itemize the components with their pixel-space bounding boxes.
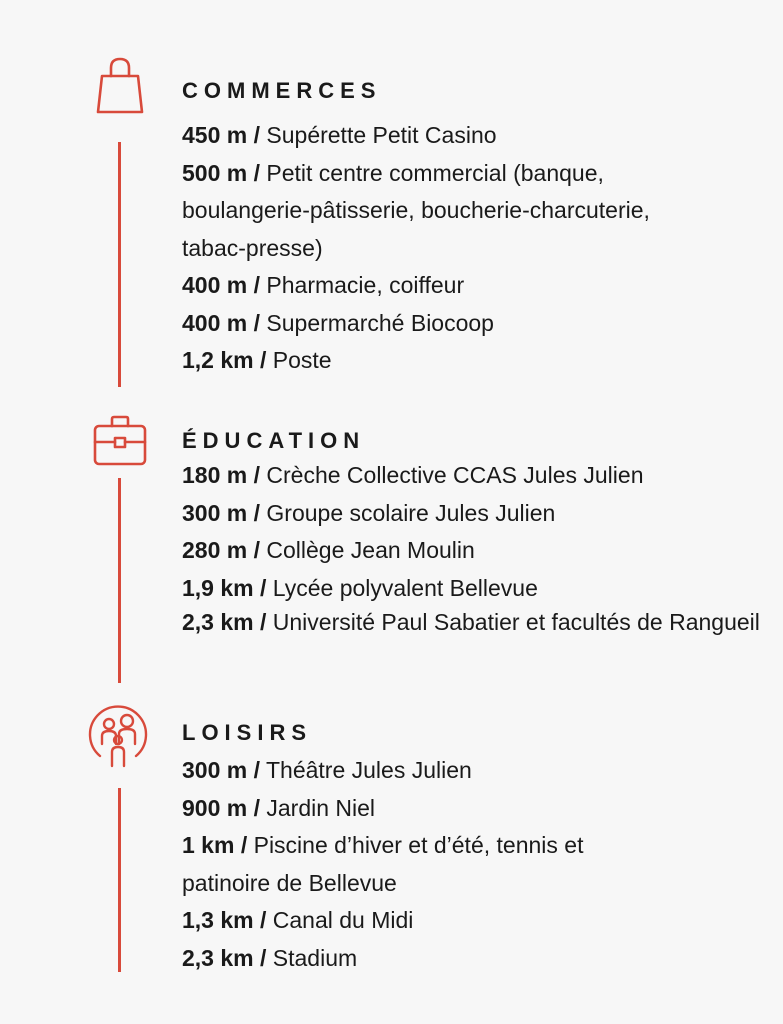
item-label: Supermarché Biocoop — [266, 309, 494, 336]
timeline-line — [118, 788, 121, 972]
item-label: Petit centre commercial (banque, boulangerie-pâtisserie, boucherie-charcuterie, tabac-presse) — [182, 159, 650, 261]
list-item — [182, 607, 772, 636]
item-distance: 500 m / — [182, 159, 260, 186]
list-item — [182, 495, 772, 533]
timeline-line — [118, 478, 121, 683]
item-distance: 1,2 km / — [182, 347, 267, 373]
list-item — [182, 570, 772, 608]
item-label: Stadium — [272, 944, 358, 971]
item-label: Lycée polyvalent Bellevue — [272, 574, 538, 601]
item-distance: 1 km / — [182, 832, 248, 858]
timeline-line — [118, 142, 121, 387]
section-title: COMMERCES — [182, 78, 382, 103]
section-title: ÉDUCATION — [182, 428, 366, 453]
item-distance: 400 m / — [182, 272, 260, 298]
item-distance: 280 m / — [182, 537, 260, 563]
item-label: Crèche Collective CCAS Jules Julien — [266, 462, 644, 488]
list-item — [182, 342, 772, 380]
item-distance: 2,3 km / — [182, 944, 267, 971]
item-list — [182, 752, 772, 977]
item-label: Canal du Midi — [272, 907, 414, 933]
list-item — [182, 305, 772, 343]
list-item — [182, 827, 652, 902]
item-distance: 450 m / — [182, 122, 260, 148]
list-item — [182, 790, 772, 828]
item-distance: 300 m / — [182, 757, 260, 783]
item-distance: 400 m / — [182, 309, 260, 336]
list-item — [182, 940, 772, 978]
list-item — [182, 117, 772, 155]
item-distance: 2,3 km / — [182, 609, 267, 635]
item-list — [182, 457, 772, 636]
item-label: Poste — [272, 347, 332, 373]
item-label: Groupe scolaire Jules Julien — [266, 499, 556, 526]
item-distance: 1,3 km / — [182, 907, 267, 933]
item-distance: 300 m / — [182, 499, 260, 526]
item-label: Supérette Petit Casino — [266, 122, 497, 148]
list-item — [182, 267, 772, 305]
item-distance: 180 m / — [182, 462, 260, 488]
item-label: Collège Jean Moulin — [266, 537, 475, 563]
list-item — [182, 155, 707, 268]
item-distance: 900 m / — [182, 794, 260, 821]
list-item — [182, 902, 772, 940]
item-label: Théâtre Jules Julien — [265, 757, 472, 783]
list-item — [182, 457, 772, 495]
item-label: Université Paul Sabatier et facultés de Rangueil — [272, 609, 760, 635]
section-title: LOISIRS — [182, 720, 313, 745]
briefcase-icon — [88, 408, 152, 472]
item-list — [182, 117, 772, 380]
item-label: Pharmacie, coiffeur — [266, 272, 465, 298]
item-label: Jardin Niel — [266, 794, 376, 821]
list-item — [182, 532, 772, 570]
family-icon — [86, 704, 150, 768]
item-label: Piscine d’hiver et d’été, tennis et patinoire de Bellevue — [182, 832, 584, 896]
item-distance: 1,9 km / — [182, 574, 267, 601]
shopping-bag-icon — [88, 52, 152, 116]
list-item — [182, 752, 772, 790]
